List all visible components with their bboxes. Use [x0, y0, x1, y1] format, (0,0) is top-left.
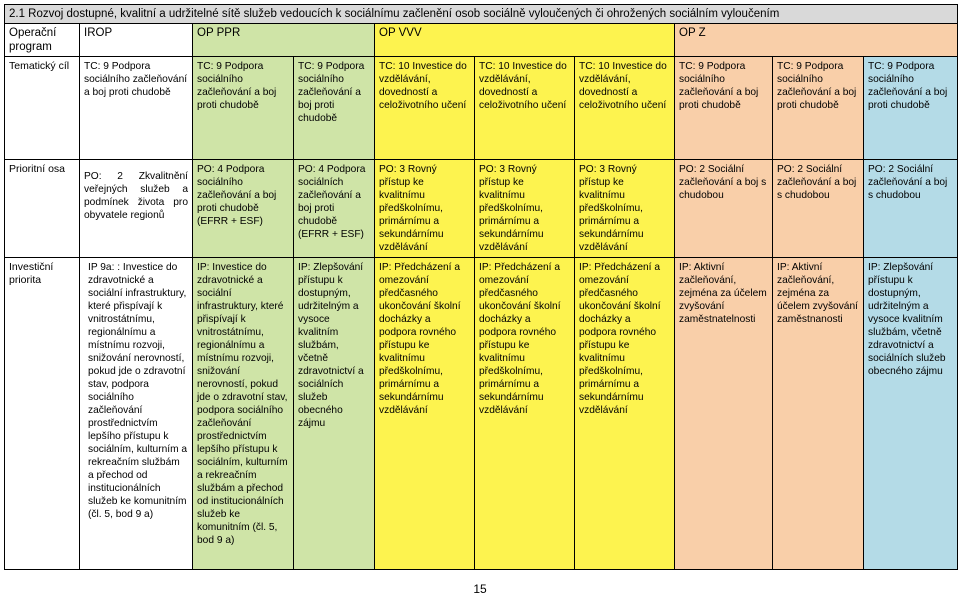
- thematic-cell-opz-2: TC: 9 Podpora sociálního začleňování a boj proti chudobě: [773, 57, 864, 160]
- investment-row: [5, 258, 958, 570]
- operational-programs-table: [4, 4, 958, 570]
- program-irop: IROP: [80, 24, 193, 57]
- row-label-investment: Investiční priorita: [5, 258, 80, 570]
- thematic-cell-irop: TC: 9 Podpora sociálního začleňování a boj proti chudobě: [80, 57, 193, 160]
- thematic-cell-opz-3: TC: 9 Podpora sociálního začleňování a boj proti chudobě: [864, 57, 958, 160]
- thematic-cell-opvvv-3: TC: 10 Investice do vzdělávání, dovedností a celoživotního učení: [575, 57, 675, 160]
- investment-cell-opvvv-2: IP: Předcházení a omezování předčasného ukončování školní docházky a podpora rovného přístupu ke kvalitnímu předškolnímu, primárnímu a sekundárnímu vzdělávání: [475, 258, 575, 570]
- thematic-cell-opz-1: TC: 9 Podpora sociálního začleňování a boj proti chudobě: [675, 57, 773, 160]
- page-number: 15: [473, 582, 487, 596]
- axis-cell-opvvv-2: PO: 3 Rovný přístup ke kvalitnímu předškolnímu, primárnímu a sekundárnímu vzdělávání: [475, 160, 575, 258]
- axis-cell-oppr-2: PO: 4 Podpora sociálních začleňování a boj proti chudobě (EFRR + ESF): [294, 160, 375, 258]
- axis-cell-opz-3: PO: 2 Sociální začleňování a boj s chudobou: [864, 160, 958, 258]
- investment-cell-opz-3: IP: Zlepšování přístupu k dostupným, udržitelným a vysoce kvalitním službám, včetně zdravotnictví a sociálních služeb obecného zájmu: [864, 258, 958, 570]
- program-opz: OP Z: [675, 24, 958, 57]
- thematic-cell-oppr-1: TC: 9 Podpora sociálního začleňování a boj proti chudobě: [193, 57, 294, 160]
- investment-cell-irop: IP 9a: : Investice do zdravotnické a sociální infrastruktury, které přispívají k vnitrostátnímu, regionálnímu a místnímu rozvoji, snižování nerovností, pokud jde o zdravotní stav, podpora sociálního začleňování prostřednictvím lepšího přístupu k sociálním, kulturním a rekreačním službám a přechod od institucionálních služeb ke komunitním (čl. 5, bod 9 a): [80, 258, 193, 570]
- investment-cell-opvvv-3: IP: Předcházení a omezování předčasného ukončování školní docházky a podpora rovného přístupu ke kvalitnímu předškolnímu, primárnímu a sekundárnímu vzdělávání: [575, 258, 675, 570]
- investment-cell-opz-2: IP: Aktivní začleňování, zejména za účelem zvyšování zaměstnanosti: [773, 258, 864, 570]
- program-opvvv: OP VVV: [375, 24, 675, 57]
- investment-cell-opz-1: IP: Aktivní začleňování, zejména za účelem zvyšování zaměstnatelnosti: [675, 258, 773, 570]
- axis-row: [5, 160, 958, 258]
- axis-cell-opvvv-3: PO: 3 Rovný přístup ke kvalitnímu předškolnímu, primárnímu a sekundárnímu vzdělávání: [575, 160, 675, 258]
- axis-cell-oppr-1: PO: 4 Podpora sociálního začleňování a boj proti chudobě (EFRR + ESF): [193, 160, 294, 258]
- axis-cell-opvvv-1: PO: 3 Rovný přístup ke kvalitnímu předškolnímu, primárnímu a sekundárnímu vzdělávání: [375, 160, 475, 258]
- thematic-cell-oppr-2: TC: 9 Podpora sociálního začleňování a boj proti chudobě: [294, 57, 375, 160]
- row-label-axis: Prioritní osa: [5, 160, 80, 258]
- program-row: [5, 24, 958, 57]
- program-oppr: OP PPR: [193, 24, 375, 57]
- axis-cell-opz-1: PO: 2 Sociální začleňování a boj s chudobou: [675, 160, 773, 258]
- row-label-program: Operační program: [5, 24, 80, 57]
- axis-cell-opz-2: PO: 2 Sociální začleňování a boj s chudobou: [773, 160, 864, 258]
- row-label-thematic: Tematický cíl: [5, 57, 80, 160]
- investment-cell-opvvv-1: IP: Předcházení a omezování předčasného ukončování školní docházky a podpora rovného přístupu ke kvalitnímu předškolnímu, primárnímu a sekundárnímu vzdělávání: [375, 258, 475, 570]
- table-title: 2.1 Rozvoj dostupné, kvalitní a udržitelné sítě služeb vedoucích k sociálnímu začlenění osob sociálně vyloučených či ohrožených sociálním vyloučením: [5, 5, 958, 24]
- title-row: [5, 5, 958, 24]
- investment-cell-oppr-2: IP: Zlepšování přístupu k dostupným, udržitelným a vysoce kvalitním službám, včetně zdravotnictví a sociálních služeb obecného zájmu: [294, 258, 375, 570]
- thematic-cell-opvvv-1: TC: 10 Investice do vzdělávání, dovedností a celoživotního učení: [375, 57, 475, 160]
- investment-cell-oppr-1: IP: Investice do zdravotnické a sociální infrastruktury, které přispívají k vnitrostátnímu, regionálnímu a místnímu rozvoji, snižování nerovností, pokud jde o zdravotní stav, podpora sociálního začleňování prostřednictvím lepšího přístupu k sociálním, kulturním a rekreačním službám a přechod od institucionálních služeb ke komunitním (čl. 5, bod 9 a): [193, 258, 294, 570]
- thematic-cell-opvvv-2: TC: 10 Investice do vzdělávání, dovedností a celoživotního učení: [475, 57, 575, 160]
- thematic-row: [5, 57, 958, 160]
- axis-cell-irop: PO: 2 Zkvalitnění veřejných služeb a podmínek života pro obyvatele regionů: [80, 160, 193, 258]
